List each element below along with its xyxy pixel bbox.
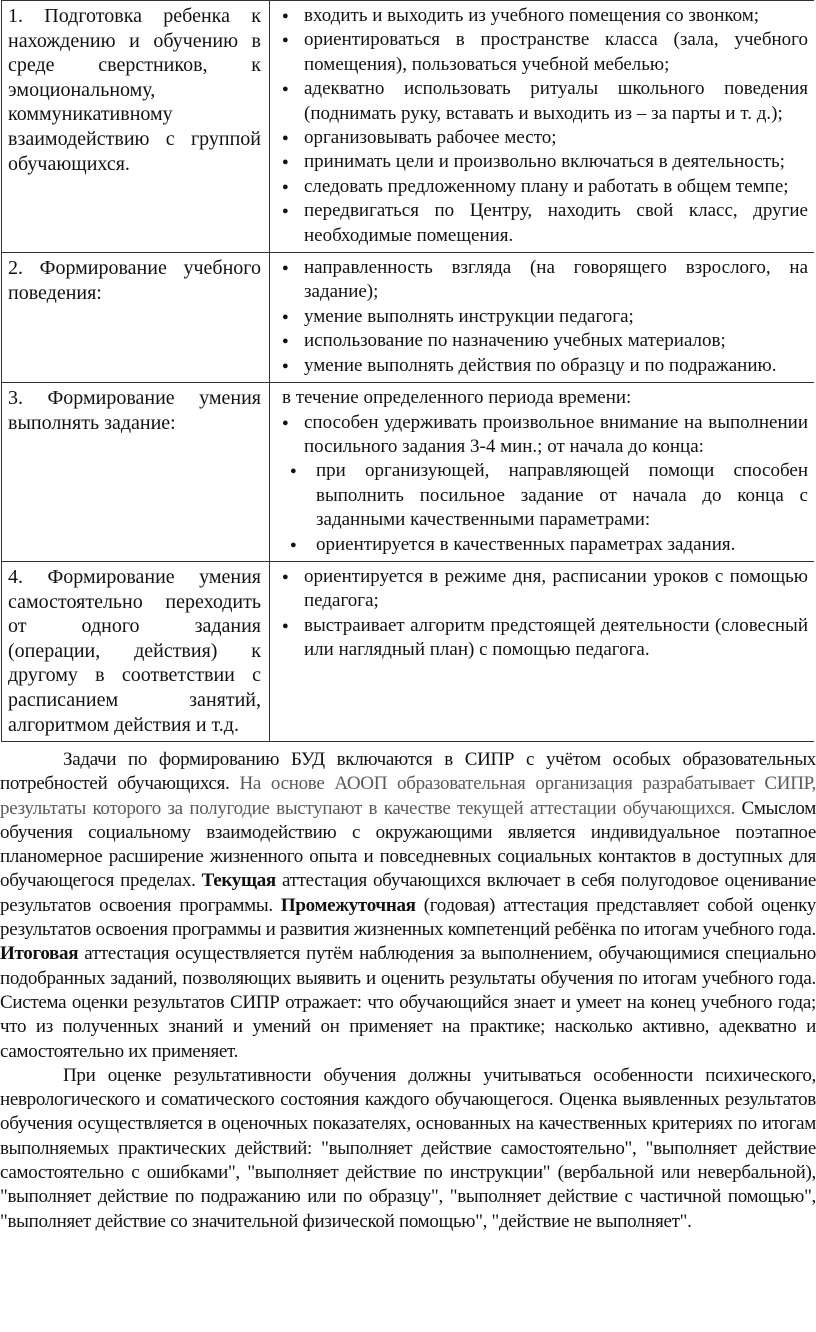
text-span: основанных на качественных критериях по итогам выполняемых практических действий: — [0, 1113, 816, 1159]
text-span: организация разрабатывает СИПР, результаты которого за полугодие выступают в качестве — [0, 773, 816, 819]
bullet-icon: ● — [282, 310, 289, 323]
indicator-line: посильного задания 3-4 мин.; от начала до конца: — [304, 435, 704, 457]
criterion-line: 3. Формирование умения — [8, 387, 261, 410]
criterion-line: самостоятельно переходить — [8, 590, 261, 613]
indicator-item — [270, 459, 808, 532]
indicator-line: (поднимать руку, вставать и выходить из – за парты и т. д.); — [304, 102, 783, 124]
indicator-item — [270, 150, 808, 174]
bullet-icon: ● — [282, 335, 289, 348]
text-span: Оценка выявленных результатов обучения осуществляется в оценочных показателях, — [0, 1089, 816, 1135]
indicator-item — [270, 533, 808, 557]
indicator-line: в течение определенного периода времени: — [282, 387, 632, 409]
indicator-line: ориентируется в качественных параметрах задания. — [316, 533, 736, 555]
criterion-line: коммуникативному — [8, 103, 173, 126]
text-span: результаты обучения по итогам учебного года. Система оценки результатов СИПР — [0, 967, 816, 1013]
text-span: аттестация обучающихся включает в себя полугодовое оценивание результатов — [0, 870, 816, 916]
indicator-line: принимать цели и произвольно включаться в деятельность; — [304, 151, 785, 173]
text-span: психического, неврологического и соматического состояния каждого обучающегося. — [0, 1064, 816, 1111]
indicator-item — [270, 565, 808, 614]
criterion-cell — [1, 562, 270, 741]
indicator-line: умение выполнять действия по образцу и по подражанию. — [304, 354, 777, 376]
paragraph — [0, 748, 816, 1064]
bullet-icon: ● — [282, 262, 289, 275]
text-span: результатов освоения программы и развития жизненных компетенций ребёнка по итогам — [0, 919, 699, 941]
body-text — [0, 748, 816, 1234]
indicator-item — [270, 175, 808, 199]
indicator-line: (словесный или наглядный план) с помощью педагога. — [304, 614, 808, 661]
text-span: Смыслом обучения социальному взаимодействию с — [0, 797, 816, 843]
text-span: самостоятельно их применяет. — [0, 1040, 239, 1062]
text-span: Задачи по формированию БУД включаются в СИПР с учётом особых — [63, 749, 671, 770]
text-span: аттестация осуществляется путём наблюдения за выполнением, — [78, 943, 593, 965]
text-span: окружающими является индивидуальное поэтапное планомерное расширение жизненного — [0, 821, 816, 868]
indicator-line: направленность взгляда (на говорящего взрослого, на — [304, 257, 808, 279]
indicator-line: необходимые помещения. — [304, 224, 514, 246]
text-span: При оценке результативности обучения должны учитываться особенности — [63, 1064, 693, 1086]
criterion-line: эмоциональному, — [8, 78, 156, 101]
indicator-item — [270, 28, 808, 77]
indicator-item — [270, 614, 808, 663]
text-span: знаний и умений он применяет на практике; насколько активно, адекватно и — [168, 1016, 816, 1038]
indicators-cell — [270, 1, 814, 252]
bullet-icon: ● — [290, 465, 297, 478]
indicator-line: умение выполнять инструкции педагога; — [304, 305, 634, 327]
indicator-line: использование по назначению учебных материалов; — [304, 330, 726, 352]
bold-term: Итоговая — [0, 943, 79, 965]
indicator-line: ориентируется в режиме дня, расписании уроков с помощью — [304, 565, 808, 587]
indicator-line: адекватно использовать ритуалы школьного поведения — [304, 78, 808, 100]
indicator-item — [270, 199, 808, 248]
text-span: "выполняет действие по инструкции" (вербальной или невербальной), "выполняет действие — [0, 1162, 816, 1208]
indicator-item — [270, 386, 808, 410]
bullet-icon: ● — [282, 205, 289, 218]
indicator-item — [270, 256, 808, 305]
indicator-item — [270, 305, 808, 329]
indicator-line: заданными качественными параметрами: — [316, 509, 651, 531]
criterion-line: 4. Формирование умения — [8, 565, 261, 588]
indicator-line: выстраивает алгоритм предстоящей деятельности — [304, 614, 710, 636]
table-row — [1, 1, 814, 253]
text-span: освоения программы. — [99, 894, 281, 916]
criterion-line: 2. Формирование учебного — [8, 257, 261, 280]
indicators-cell — [270, 253, 814, 382]
indicator-line: педагога; — [304, 590, 379, 612]
criterion-line: нахождению и обучению в — [8, 29, 261, 52]
text-span: образовательных потребностей обучающихся. — [0, 749, 816, 795]
text-span: На основе АООП образовательная — [239, 773, 526, 795]
bullet-icon: ● — [290, 538, 297, 551]
skills-table — [1, 0, 814, 742]
indicator-line: помещения), пользоваться учебной мебелью; — [304, 53, 670, 75]
indicator-item — [270, 329, 808, 353]
criterion-cell — [1, 253, 270, 382]
criterion-line: взаимодействию с группой — [8, 127, 261, 150]
criterion-line: 1. Подготовка ребенка к — [8, 5, 261, 27]
indicators-cell — [270, 383, 814, 561]
indicator-line: входить и выходить из учебного помещения со звонком; — [304, 5, 760, 26]
table-row — [1, 253, 814, 383]
indicator-line: при организующей, направляющей помощи способен — [316, 460, 808, 482]
indicators-cell — [270, 562, 814, 741]
indicator-item — [270, 354, 808, 378]
bullet-icon: ● — [282, 180, 289, 193]
text-span: опыта и повседневных социальных контактов в доступных для обучающегося пределах. — [0, 846, 816, 892]
criterion-line: (операции, действия) к — [8, 639, 261, 662]
text-span: текущей аттестации обучающихся. — [457, 797, 736, 819]
indicator-line: способен удерживать произвольное внимание на выполнении — [304, 411, 808, 433]
bullet-icon: ● — [282, 34, 289, 47]
text-span: по подражанию или по образцу", "выполняет действие с частичной помощью", "выполняет — [0, 1186, 816, 1232]
indicator-line: выполнить посильное задание от начала до конца с — [316, 484, 808, 506]
criterion-line: другому в соответствии с — [8, 664, 261, 687]
criterion-line: от одного задания — [8, 615, 261, 638]
text-span: отражает: что обучающийся знает и умеет на конец учебного года; что из полученных — [0, 991, 816, 1038]
criterion-line: выполнять задание: — [8, 411, 176, 434]
criterion-line: расписанием занятий, — [8, 688, 261, 711]
indicator-line: следовать предложенному плану и работать в общем темпе; — [304, 175, 789, 197]
indicator-item — [270, 77, 808, 126]
bullet-icon: ● — [282, 156, 289, 169]
bullet-icon: ● — [282, 132, 289, 145]
bullet-icon: ● — [282, 10, 289, 22]
text-span: обучающимися специально подобранных заданий, позволяющих выявить и оценить — [0, 943, 816, 989]
bullet-icon: ● — [282, 359, 289, 372]
bullet-icon: ● — [282, 416, 289, 429]
bullet-icon: ● — [282, 570, 289, 583]
paragraph — [0, 1064, 816, 1234]
indicator-line: организовывать рабочее место; — [304, 127, 557, 149]
indicator-line: ориентироваться в пространстве класса (зала, учебного — [304, 29, 808, 51]
text-span: (годовая) аттестация представляет собой оценку — [415, 894, 816, 916]
text-span: учебного года. — [702, 919, 816, 941]
criterion-line: алгоритмом действия и т.д. — [8, 713, 239, 736]
bold-term: Промежуточная — [280, 894, 416, 916]
bullet-icon: ● — [282, 83, 289, 96]
bold-term: Текущая — [201, 870, 276, 892]
text-span: действие со значительной физической помощью", "действие не выполняет". — [95, 1210, 692, 1232]
bullet-icon: ● — [282, 619, 289, 632]
table-row — [1, 383, 814, 562]
indicator-line: передвигаться по Центру, находить свой класс, другие — [304, 200, 808, 222]
table-row — [1, 562, 814, 742]
text-span: "выполняет действие самостоятельно", "выполняет действие самостоятельно с ошибками", — [0, 1137, 816, 1184]
criterion-line: обучающихся. — [8, 152, 130, 175]
indicator-item — [270, 411, 808, 460]
criterion-line: среде сверстников, к — [8, 54, 261, 77]
criterion-cell — [1, 383, 270, 561]
indicator-item — [270, 126, 808, 150]
criterion-cell — [1, 1, 270, 252]
indicator-item — [270, 4, 808, 28]
criterion-line: поведения: — [8, 281, 102, 304]
indicator-line: задание); — [304, 281, 379, 303]
